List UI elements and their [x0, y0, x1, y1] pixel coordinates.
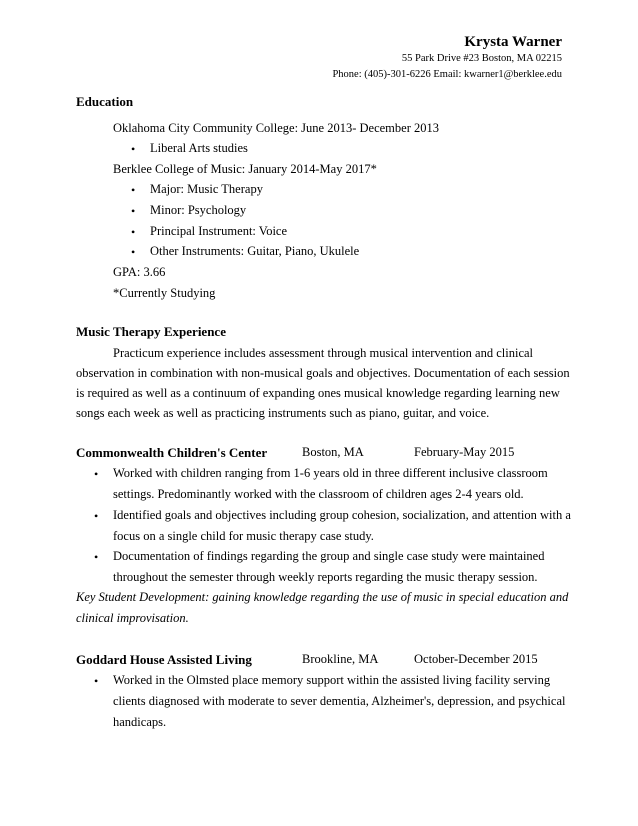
education-bullet: Major: Music Therapy [150, 182, 263, 196]
key-development-line: Key Student Development: gaining knowledge regarding the use of music in special education and [76, 590, 569, 604]
bullet-icon: • [94, 550, 99, 564]
job-bullet-line: Worked in the Olmsted place memory support within the assisted living facility serving [113, 673, 551, 687]
bullet-icon: • [131, 183, 136, 197]
education-bullet: Liberal Arts studies [150, 141, 248, 155]
job-dates: February-May 2015 [414, 445, 515, 459]
job-bullet-line: handicaps. [113, 715, 167, 729]
studying-note: *Currently Studying [113, 286, 216, 300]
job-bullet-line: settings. Predominantly worked with the classroom of children ages 2-4 years old. [113, 487, 524, 501]
bullet-icon: • [94, 509, 99, 523]
bullet-icon: • [94, 467, 99, 481]
job-bullet-line: Worked with children ranging from 1-6 years old in three different inclusive classroom [113, 466, 548, 480]
job-title: Goddard House Assisted Living [76, 652, 252, 667]
job-bullet-line: clients diagnosed with moderate to sever dementia, Alzheimer's, depression, and psychical [113, 694, 566, 708]
job-bullet-line: Identified goals and objectives including group cohesion, socialization, and attention with a [113, 508, 571, 522]
address-line: 55 Park Drive #23 Boston, MA 02215 [401, 53, 562, 64]
key-development-line: clinical improvisation. [76, 611, 189, 625]
bullet-icon: • [131, 225, 136, 239]
applicant-name: Krysta Warner [464, 34, 562, 50]
mt-paragraph-line: songs each week as well as practicing instruments such as piano, guitar, and voice. [76, 406, 490, 420]
bullet-icon: • [131, 142, 136, 156]
mt-paragraph-line: Practicum experience includes assessment through musical intervention and clinical [113, 346, 534, 360]
job-dates: October-December 2015 [414, 652, 538, 666]
education-heading: Education [76, 94, 134, 109]
job-bullet-line: focus on a single child for music therapy case study. [113, 529, 374, 543]
education-bullet: Minor: Psychology [150, 203, 247, 217]
mt-paragraph-line: is required as well as a continuum of expanding ones musical knowledge regarding learning new [76, 386, 560, 400]
school-okc: Oklahoma City Community College: June 2013- December 2013 [113, 121, 439, 135]
gpa: GPA: 3.66 [113, 265, 166, 279]
bullet-icon: • [131, 204, 136, 218]
job-title: Commonwealth Children's Center [76, 445, 268, 460]
phone-email-line: Phone: (405)-301-6226 Email: kwarner1@berklee.edu [332, 69, 562, 80]
school-berklee: Berklee College of Music: January 2014-May 2017* [113, 162, 377, 176]
job-location: Brookline, MA [302, 652, 379, 666]
mt-experience-heading: Music Therapy Experience [76, 324, 226, 339]
education-bullet: Other Instruments: Guitar, Piano, Ukulele [150, 244, 360, 258]
job-bullet-line: Documentation of findings regarding the group and single case study were maintained [113, 549, 545, 563]
bullet-icon: • [131, 245, 136, 259]
mt-paragraph-line: observation in combination with non-musical goals and objectives. Documentation of each session [76, 366, 570, 380]
job-location: Boston, MA [302, 445, 364, 459]
bullet-icon: • [94, 674, 99, 688]
education-bullet: Principal Instrument: Voice [150, 224, 288, 238]
job-bullet-line: throughout the semester through weekly reports regarding the music therapy session. [113, 570, 538, 584]
